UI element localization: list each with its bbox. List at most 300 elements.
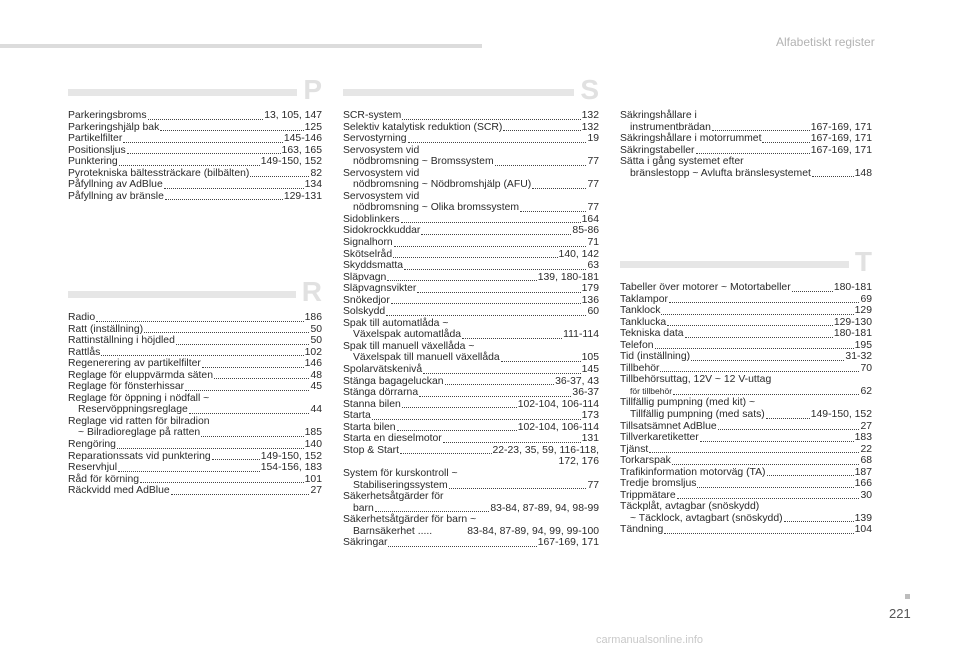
index-entry-label: Växelspak till manuell växellåda [353, 352, 500, 364]
index-entry [68, 439, 322, 451]
index-entry-pages: 167-169, 171 [810, 133, 872, 145]
index-entry-row [343, 179, 599, 191]
index-entry-pages: 13, 105, 147 [264, 110, 322, 121]
index-entry-heading: Sätta i gång systemet efter [620, 156, 744, 168]
index-entry [68, 133, 322, 145]
index-entry [68, 451, 322, 463]
index-entry-pages: 82 [310, 167, 322, 179]
leader-dots [649, 451, 859, 453]
index-entry [343, 260, 599, 272]
index-entry [343, 445, 599, 468]
index-entry [68, 168, 322, 180]
index-entry [343, 537, 599, 549]
index-entry-row [68, 474, 322, 486]
index-entry-pages: 129 [854, 305, 872, 317]
index-entry-label: Trippmätare [620, 489, 676, 501]
index-entry-row [68, 404, 322, 416]
index-entry-row [620, 363, 872, 375]
index-entry [343, 433, 599, 445]
index-entry-row [620, 421, 872, 433]
index-entry [620, 305, 872, 317]
index-entry [343, 306, 599, 318]
leader-dots [661, 313, 853, 315]
leader-dots [501, 360, 581, 362]
leader-dots [118, 470, 260, 472]
index-entry-row [620, 513, 872, 525]
leader-dots [792, 290, 833, 292]
leader-dots [449, 487, 587, 489]
index-entry-pages: 180-181 [833, 282, 872, 293]
index-entry [620, 374, 872, 397]
index-entry [68, 335, 322, 347]
index-entry-row [620, 432, 872, 444]
index-entry-heading: Täckplåt, avtagbar (snöskydd) [620, 501, 760, 513]
index-entry-label: Släpvagnsvikter [343, 283, 417, 295]
index-entry [68, 358, 322, 370]
index-entry [620, 294, 872, 306]
index-entry [343, 422, 599, 434]
index-entry-pages: 71 [587, 237, 599, 249]
entry-list [620, 110, 872, 179]
leader-dots [144, 331, 309, 333]
index-entry [620, 478, 872, 490]
leader-dots [160, 129, 303, 131]
leader-dots [660, 370, 859, 372]
index-entry [343, 318, 599, 341]
index-entry-pages: 68 [860, 455, 872, 467]
index-entry-pages: 179 [581, 283, 599, 295]
entry-list [343, 110, 599, 549]
index-entry [620, 328, 872, 340]
index-entry-label: barn [353, 502, 374, 514]
index-entry-pages: 149-150, 152 [260, 450, 322, 462]
section-letter: P [297, 76, 322, 104]
index-entry-label: Tanklucka [620, 316, 667, 328]
index-entry-heading: Servosystem vid [343, 190, 420, 202]
index-entry-label: Stop & Start [343, 444, 400, 456]
leader-dots [400, 452, 491, 454]
leader-dots [408, 141, 587, 143]
index-entry-pages: 36-37, 43 [555, 375, 599, 387]
leader-dots [117, 447, 304, 449]
index-entry-heading: Spak till manuell växellåda ~ [343, 340, 475, 352]
index-entry-heading: Reglage vid ratten för bilradion [68, 415, 210, 427]
index-entry-label: nödbromsning ~ Olika bromssystem [353, 202, 520, 214]
index-entry-row [620, 455, 872, 467]
index-entry [343, 122, 599, 134]
index-section-s [343, 74, 599, 549]
index-entry-label: nödbromsning ~ Bromssystem [353, 156, 494, 168]
index-entry-label: Servostyrning [343, 133, 407, 145]
index-entry-pages: 183 [854, 432, 872, 444]
index-entry-row [68, 133, 322, 145]
index-entry-label: Tillverkaretiketter [620, 432, 699, 444]
index-entry [343, 191, 599, 214]
index-entry-pages: 77 [587, 179, 599, 191]
index-entry-label: Räckvidd med AdBlue [68, 485, 170, 497]
index-entry-pages: 83-84, 87-89, 94, 98-99 [490, 502, 599, 514]
index-entry-pages: 27 [860, 420, 872, 432]
page-number: 221 [889, 606, 911, 621]
index-entry-row [620, 386, 872, 398]
index-entry-row [343, 526, 599, 538]
index-entry-row [343, 503, 599, 515]
index-entry-label: Stänga dörrarna [343, 387, 419, 399]
leader-dots [391, 302, 581, 304]
index-entry-heading: Säkerhetsåtgärder för [343, 491, 444, 503]
entry-list [68, 110, 322, 202]
index-entry-row [68, 191, 322, 203]
leader-dots [372, 418, 581, 420]
index-entry-label: ~ Täcklock, avtagbart (snöskydd) [630, 512, 783, 524]
index-entry [620, 133, 872, 145]
index-entry-row [620, 305, 872, 317]
index-entry [68, 393, 322, 416]
index-entry-row [68, 335, 322, 347]
index-entry [343, 237, 599, 249]
index-entry-label: Barnsäkerhet ..... [353, 525, 433, 537]
leader-dots [189, 412, 310, 414]
footer-watermark: carmanualsonline.info [596, 634, 704, 646]
leader-dots [718, 428, 860, 430]
index-entry-pages: 104 [854, 524, 872, 536]
index-entry-label: Reglage för eluppvärmda säten [68, 369, 213, 381]
index-entry [343, 364, 599, 376]
index-entry-row [343, 422, 599, 434]
index-entry-label: Telefon [620, 339, 654, 351]
index-entry-label: Punktering [68, 156, 118, 168]
leader-dots [697, 486, 853, 488]
index-entry-label: Snökedjor [343, 294, 390, 306]
index-entry-row [343, 352, 599, 364]
index-entry [343, 341, 599, 364]
index-entry [343, 283, 599, 295]
index-entry-pages: 136 [581, 294, 599, 306]
index-entry [343, 468, 599, 491]
leader-dots [766, 417, 810, 419]
index-entry-row [343, 537, 599, 549]
index-entry [343, 168, 599, 191]
leader-dots [212, 458, 260, 460]
index-entry-label: Rattinställning i höjdled [68, 335, 175, 347]
index-entry-label: Tjänst [620, 443, 649, 455]
index-entry [68, 191, 322, 203]
index-entry [620, 110, 872, 133]
leader-dots [664, 532, 853, 534]
index-entry-pages: 44 [310, 404, 322, 416]
index-entry-pages: 36-37 [572, 387, 599, 399]
section-letter: R [296, 278, 322, 306]
index-entry-row [343, 283, 599, 295]
index-entry-row [343, 433, 599, 445]
index-entry-row [620, 145, 872, 157]
index-entry-row [68, 439, 322, 451]
index-entry-row [343, 260, 599, 272]
index-entry-row [343, 133, 599, 145]
leader-dots [402, 118, 580, 120]
index-entry-pages: 134 [304, 179, 322, 191]
index-entry-pages: 187 [854, 466, 872, 478]
index-entry-label: Starta [343, 410, 371, 422]
index-section-s-continued [620, 80, 872, 179]
index-entry-pages: 77 [587, 479, 599, 491]
index-entry [620, 490, 872, 502]
index-entry-pages: 167-169, 171 [810, 121, 872, 133]
index-entry [343, 145, 599, 168]
index-entry-pages: 129-131 [283, 190, 322, 202]
index-entry-label: Påfyllning av AdBlue [68, 179, 163, 191]
index-entry-label: Rengöring [68, 439, 116, 451]
index-entry-label: Rattlås [68, 346, 101, 358]
index-entry-label: Selektiv katalytisk reduktion (SCR) [343, 121, 503, 133]
index-entry-label: Regenerering av partikelfilter [68, 358, 201, 370]
index-entry-row [620, 328, 872, 340]
index-entry-pages: 77 [587, 156, 599, 168]
leader-dots [462, 337, 562, 339]
index-entry-label: Partikelfilter [68, 133, 123, 145]
index-entry-label: för tillbehör [630, 385, 673, 396]
index-entry-row [343, 122, 599, 134]
index-entry [68, 312, 322, 324]
index-entry-row [68, 156, 322, 168]
index-entry-row [343, 202, 599, 214]
index-entry-pages: 131 [581, 433, 599, 445]
index-entry-row [620, 444, 872, 456]
index-entry-label: Tid (inställning) [620, 351, 691, 363]
index-entry [68, 110, 322, 122]
leader-dots [171, 493, 310, 495]
index-entry-pages: 50 [310, 323, 322, 335]
index-entry-row [68, 462, 322, 474]
index-entry [343, 295, 599, 307]
section-letter-header [68, 74, 322, 110]
index-entry-row [343, 306, 599, 318]
index-entry [343, 514, 599, 537]
index-entry-label: Starta en dieselmotor [343, 433, 442, 445]
index-entry-pages: 77 [587, 202, 599, 214]
index-entry-pages: 70 [860, 362, 872, 374]
index-entry-label: ~ Bilradioreglage på ratten [78, 427, 201, 439]
index-entry-pages: 19 [587, 133, 599, 145]
index-entry-label: Spolarvätskenivå [343, 364, 423, 376]
index-entry [620, 317, 872, 329]
index-entry-row [343, 249, 599, 261]
index-entry [68, 474, 322, 486]
leader-dots [214, 377, 309, 379]
index-entry-label: Torkarspak [620, 455, 671, 467]
index-entry [620, 282, 872, 294]
index-entry [68, 485, 322, 497]
index-entry-pages: 139, 180-181 [537, 271, 599, 283]
leader-dots [140, 481, 304, 483]
index-entry-label: Signalhorn [343, 237, 393, 249]
section-letter: S [574, 76, 599, 104]
index-entry-pages: 31-32 [845, 351, 872, 363]
index-entry-pages: 149-150, 152 [810, 409, 872, 421]
leader-dots [387, 279, 536, 281]
index-entry-row [343, 387, 599, 399]
index-entry-row [343, 110, 599, 122]
leader-dots [397, 429, 517, 431]
index-entry-row [68, 168, 322, 180]
index-entry [620, 467, 872, 479]
index-section-r [68, 276, 322, 497]
leader-dots [784, 520, 854, 522]
entry-list [620, 282, 872, 536]
leader-dots [443, 441, 581, 443]
index-entry-label: Sidoblinkers [343, 213, 400, 225]
index-entry-row [343, 214, 599, 226]
leader-dots [445, 383, 555, 385]
index-entry-label: Starta bilen [343, 421, 396, 433]
index-entry-row [68, 110, 322, 122]
leader-dots [667, 324, 833, 326]
index-entry-pages: 111-114 [563, 329, 599, 341]
index-entry-label: Säkringshållare i motorrummet [620, 133, 762, 145]
index-entry-label: Säkringar [343, 537, 388, 549]
index-entry [68, 416, 322, 439]
index-entry-pages: 195 [854, 339, 872, 351]
index-entry-heading: Säkringshållare i [620, 110, 697, 121]
leader-dots [712, 129, 810, 131]
index-entry-label: Tillsatsämnet AdBlue [620, 420, 717, 432]
leader-dots [386, 314, 586, 316]
leader-dots [419, 395, 571, 397]
index-entry-pages-continued: 172, 176 [558, 456, 599, 468]
index-entry-label: Parkeringshjälp bak [68, 121, 160, 133]
index-entry-pages: 139 [854, 512, 872, 524]
leader-dots [401, 221, 581, 223]
index-entry-label: Ratt (inställning) [68, 323, 144, 335]
index-entry-row [620, 490, 872, 502]
index-entry [68, 156, 322, 168]
leader-dots [165, 198, 283, 200]
index-entry-row [343, 272, 599, 284]
leader-dots [503, 129, 580, 131]
index-entry-pages: 148 [854, 167, 872, 179]
index-entry-row [620, 317, 872, 329]
index-entry [343, 399, 599, 411]
index-entry [343, 410, 599, 422]
index-entry-label: Tillbehör [620, 362, 660, 374]
page-marker [905, 594, 910, 599]
index-entry [620, 156, 872, 179]
index-entry [68, 462, 322, 474]
index-entry-pages: 173 [581, 410, 599, 422]
index-entry-pages: 167-169, 171 [810, 144, 872, 156]
index-entry-pages: 140 [304, 439, 322, 451]
index-entry-pages: 164 [581, 213, 599, 225]
index-entry-pages: 145-146 [283, 133, 322, 145]
index-entry-row [68, 324, 322, 336]
index-entry-pages: 30 [860, 489, 872, 501]
index-entry-row [68, 427, 322, 439]
section-letter: T [849, 248, 872, 276]
index-entry-pages: 102-104, 106-114 [517, 421, 599, 433]
index-entry-pages: 69 [860, 293, 872, 305]
index-entry-pages: 62 [860, 385, 872, 397]
leader-dots [375, 510, 490, 512]
leader-dots [388, 545, 536, 547]
index-entry-heading: Spak till automatlåda ~ [343, 317, 449, 329]
index-entry [620, 397, 872, 420]
index-entry-label: Trafikinformation motorväg (TA) [620, 466, 766, 478]
index-entry-heading: Tillbehörsuttag, 12V ~ 12 V-uttag [620, 374, 772, 386]
leader-dots [685, 336, 833, 338]
index-entry-row [68, 358, 322, 370]
index-entry-pages: 50 [310, 335, 322, 347]
index-entry-label: nödbromsning ~ Nödbromshjälp (AFU) [353, 179, 532, 191]
index-entry-row [620, 340, 872, 352]
index-entry [68, 347, 322, 359]
index-entry-pages: 185 [304, 427, 322, 439]
leader-dots [393, 256, 557, 258]
index-entry-row [68, 485, 322, 497]
index-entry-label: Stabiliseringssystem [353, 479, 448, 491]
index-entry-label: Stänga bagageluckan [343, 375, 444, 387]
index-entry-label: Solskydd [343, 306, 386, 318]
index-entry-pages: 102 [304, 346, 322, 358]
index-entry-row [68, 179, 322, 191]
index-entry-row [68, 370, 322, 382]
index-entry-row [343, 329, 599, 341]
leader-dots [123, 141, 283, 143]
index-entry-row [343, 364, 599, 376]
index-entry-label: Taklampor [620, 293, 668, 305]
index-entry-label: Reservhjul [68, 462, 118, 474]
index-entry [343, 491, 599, 514]
index-entry-pages: 27 [310, 485, 322, 497]
leader-dots [672, 463, 860, 465]
index-entry-pages: 45 [310, 381, 322, 393]
section-divider-bar [343, 89, 599, 96]
leader-dots [101, 354, 303, 356]
index-entry-pages: 167-169, 171 [537, 537, 599, 549]
index-entry-pages: 22-23, 35, 59, 116-118, [492, 444, 599, 456]
leader-dots [655, 347, 854, 349]
leader-dots [691, 359, 844, 361]
leader-dots [402, 406, 517, 408]
index-entry [620, 351, 872, 363]
leader-dots [164, 187, 304, 189]
index-entry-row [343, 237, 599, 249]
index-entry-label: Tabeller över motorer ~ Motortabeller [620, 282, 791, 293]
index-entry-row [620, 524, 872, 536]
leader-dots [669, 301, 860, 303]
index-entry-label: instrumentbrädan [630, 121, 711, 133]
leader-dots [176, 343, 310, 345]
index-entry [620, 501, 872, 524]
leader-dots [201, 435, 303, 437]
index-entry [68, 370, 322, 382]
index-entry-label: Säkringstabeller [620, 144, 695, 156]
leader-dots [423, 372, 581, 374]
index-entry-label: Påfyllning av bränsle [68, 190, 164, 202]
index-entry-row [343, 156, 599, 168]
index-entry-pages: 154-156, 183 [260, 462, 322, 474]
index-entry [68, 324, 322, 336]
leader-dots [696, 152, 810, 154]
index-entry-row [620, 122, 872, 134]
index-entry [343, 376, 599, 388]
index-entry-row [620, 282, 872, 294]
index-entry-heading: Säkerhetsåtgärder för barn ~ [343, 514, 477, 526]
leader-dots [119, 164, 260, 166]
index-entry-row [343, 225, 599, 237]
index-entry-row [68, 381, 322, 393]
index-entry-pages: 83-84, 87-89, 94, 99, 99-100 [467, 525, 599, 537]
entry-list [68, 312, 322, 497]
